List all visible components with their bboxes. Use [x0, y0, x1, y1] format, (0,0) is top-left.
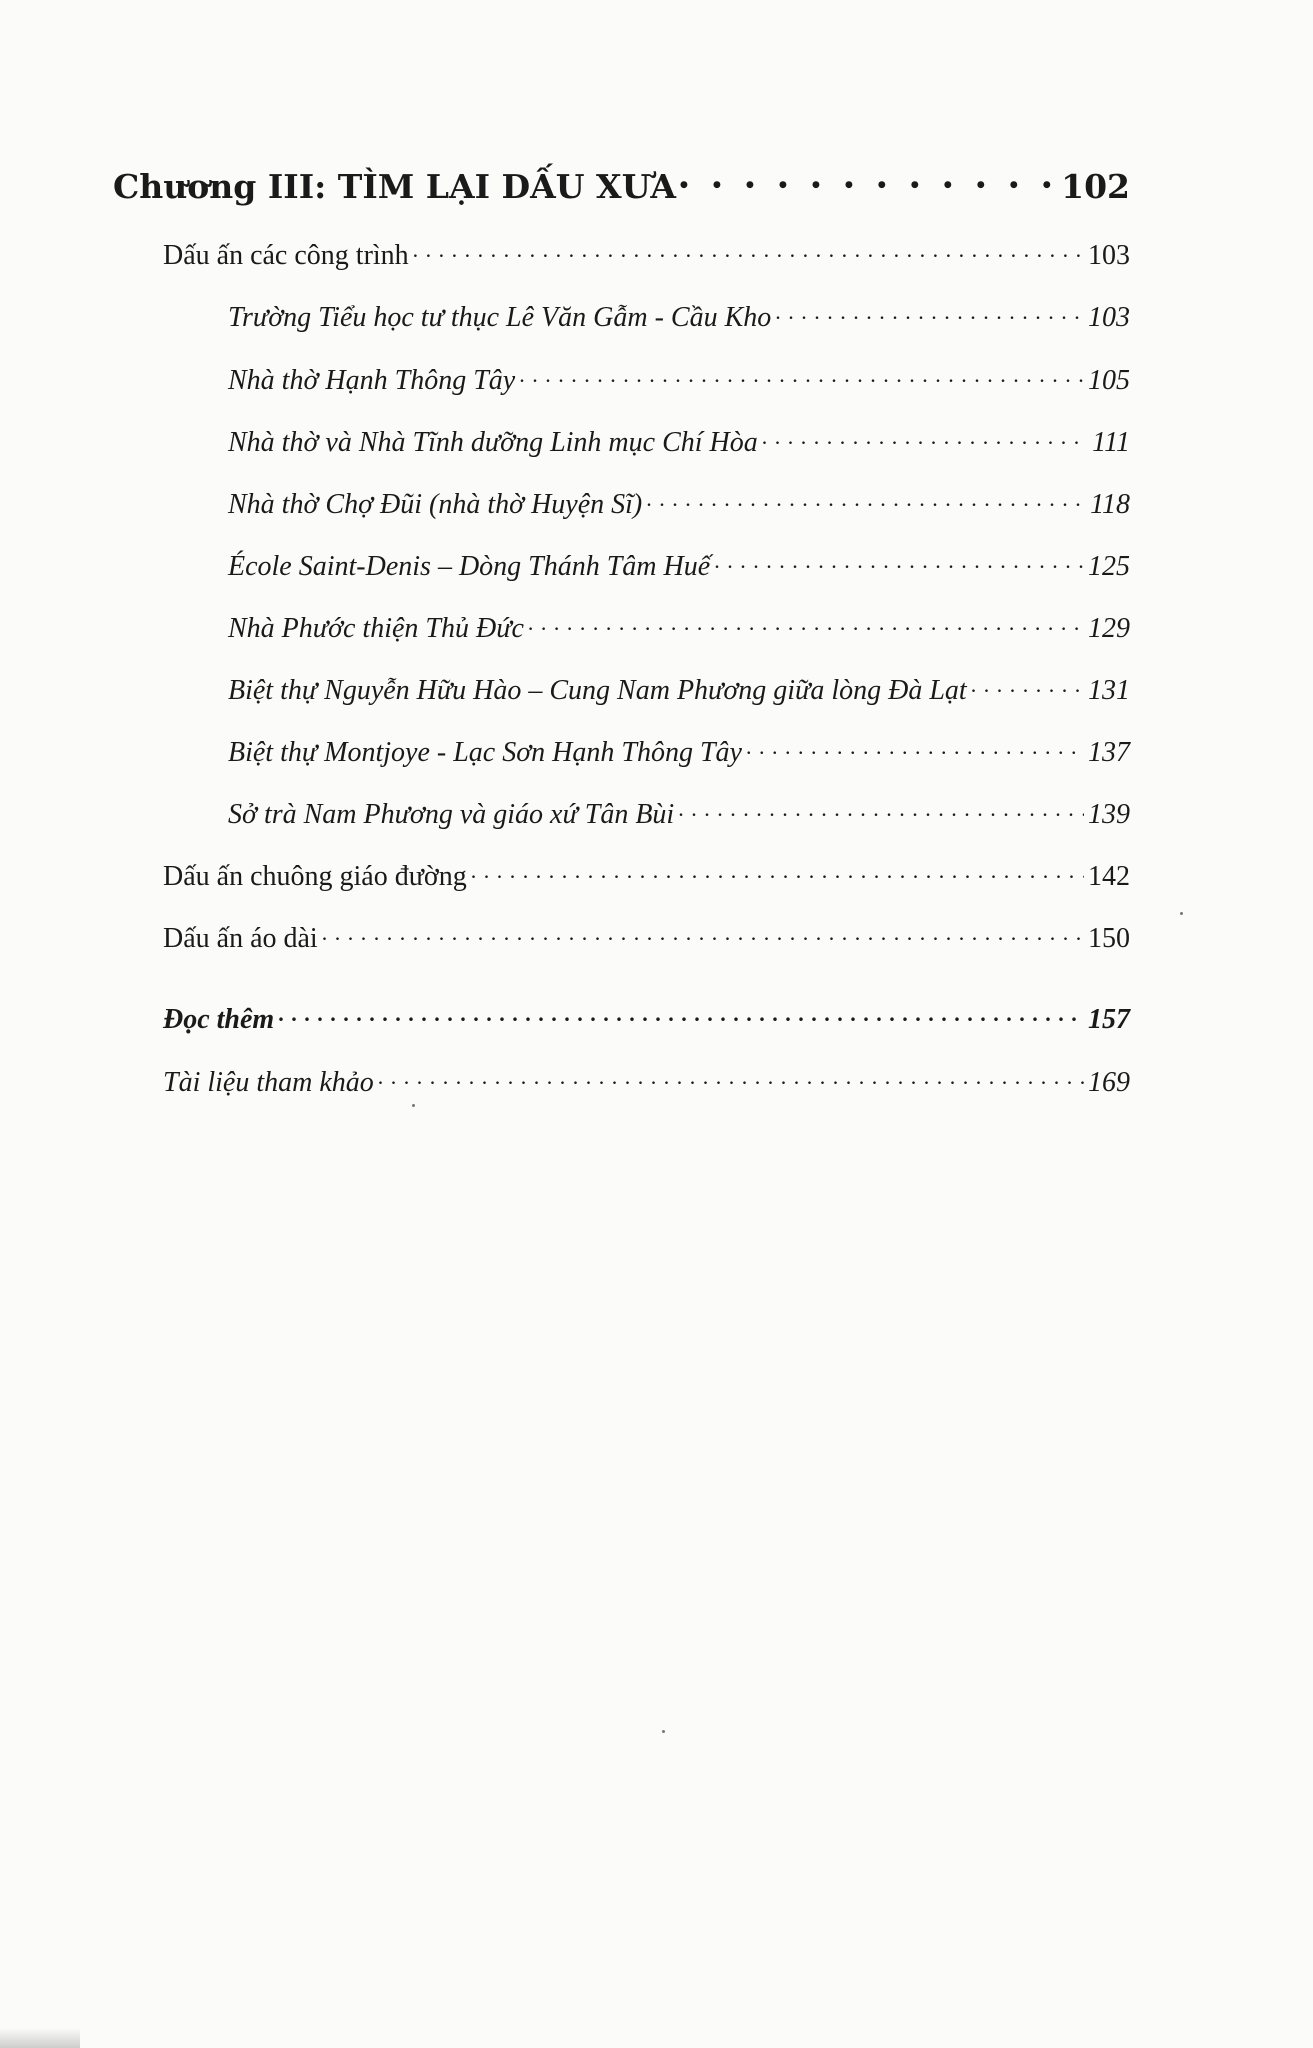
- toc-entry: [228, 361, 1130, 397]
- toc-entry: [163, 857, 1130, 893]
- toc-page-number: 105: [1088, 365, 1130, 396]
- toc-page-number: 103: [1088, 302, 1130, 333]
- toc-leader-dots: [971, 671, 1084, 699]
- toc-entry-label: Biệt thự Montjoye - Lạc Sơn Hạnh Thông Tây: [228, 737, 742, 768]
- toc-entry-label: École Saint-Denis – Dòng Thánh Tâm Huế: [228, 551, 711, 582]
- toc-entry: [228, 423, 1130, 459]
- toc-leader-dots: [528, 609, 1084, 637]
- toc-page-number: 118: [1090, 489, 1130, 520]
- toc-leader-dots: [746, 733, 1084, 761]
- toc-page-number: 129: [1088, 613, 1130, 644]
- toc-chapter-heading: [113, 165, 1130, 206]
- toc-entry: [163, 919, 1130, 955]
- toc-leader-dots: [646, 485, 1086, 513]
- toc-entry-label: Dấu ấn áo dài: [163, 923, 318, 954]
- toc-entry: [228, 485, 1130, 521]
- toc-entry: [163, 1000, 1130, 1036]
- toc-leader-dots: [680, 165, 1057, 198]
- toc-entry-label: Nhà Phước thiện Thủ Đức: [228, 613, 524, 644]
- toc-page-number: 125: [1088, 551, 1130, 582]
- toc-entry-label: Trường Tiểu học tư thục Lê Văn Gẫm - Cầu Kho: [228, 302, 772, 333]
- toc-leader-dots: [678, 795, 1084, 823]
- toc-page-number: 102: [1061, 167, 1130, 206]
- toc-entry: [228, 733, 1130, 769]
- toc-page-number: 137: [1088, 737, 1130, 768]
- toc-entry-label: Chương III: TÌM LẠI DẤU XƯA: [113, 167, 677, 206]
- toc-leader-dots: [322, 919, 1084, 947]
- toc-page-number: 103: [1088, 240, 1130, 271]
- toc-page-number: 157: [1088, 1004, 1130, 1035]
- toc-entry: [228, 671, 1130, 707]
- toc-page-number: 169: [1088, 1067, 1130, 1098]
- toc-leader-dots: [762, 423, 1088, 451]
- paper-speck: [1180, 912, 1183, 915]
- toc-entry-label: Nhà thờ Hạnh Thông Tây: [228, 365, 516, 396]
- toc-entry-label: Biệt thự Nguyễn Hữu Hào – Cung Nam Phương giữa lòng Đà Lạt: [228, 675, 967, 706]
- toc-entry: [228, 609, 1130, 645]
- toc-entry-label: Nhà thờ và Nhà Tĩnh dưỡng Linh mục Chí Hòa: [228, 427, 758, 458]
- paper-speck: [412, 1104, 415, 1107]
- toc-page-number: 139: [1088, 799, 1130, 830]
- toc-leader-dots: [413, 236, 1084, 264]
- toc-entry-label: Đọc thêm: [163, 1004, 275, 1035]
- toc-entry: [228, 298, 1130, 334]
- toc-leader-dots: [278, 1000, 1084, 1028]
- toc-leader-dots: [378, 1063, 1084, 1091]
- toc-entry-label: Sở trà Nam Phương và giáo xứ Tân Bùi: [228, 799, 675, 830]
- toc-page-number: 131: [1088, 675, 1130, 706]
- page-edge-shadow: [0, 2028, 80, 2048]
- toc-entry: [163, 236, 1130, 272]
- toc-leader-dots: [471, 857, 1084, 885]
- toc-entry: [228, 795, 1130, 831]
- toc-entry: [228, 547, 1130, 583]
- toc-leader-dots: [714, 547, 1084, 575]
- toc-leader-dots: [775, 298, 1084, 326]
- toc-entry-label: Dấu ấn chuông giáo đường: [163, 861, 467, 892]
- toc-leader-dots: [519, 361, 1084, 389]
- toc-page-number: 111: [1092, 427, 1130, 458]
- toc-entry-label: Tài liệu tham khảo: [163, 1067, 374, 1098]
- toc-entry-label: Nhà thờ Chợ Đũi (nhà thờ Huyện Sĩ): [228, 489, 643, 520]
- toc-page-number: 142: [1088, 861, 1130, 892]
- toc-page-number: 150: [1088, 923, 1130, 954]
- toc-entry: [163, 1063, 1130, 1099]
- toc-entry-label: Dấu ấn các công trình: [163, 240, 409, 271]
- paper-speck: [662, 1730, 665, 1733]
